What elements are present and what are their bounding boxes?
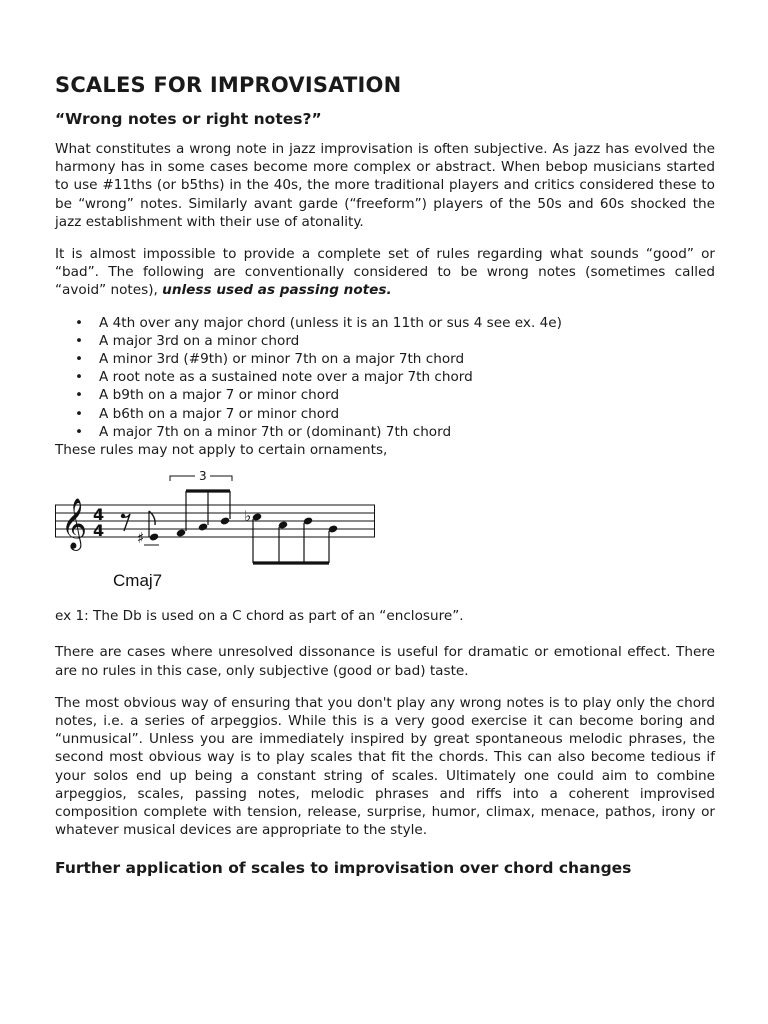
flat-accidental: ♭ — [244, 507, 252, 526]
document-page — [55, 70, 715, 879]
section-heading: Further application of scales to improvisation over chord changes — [55, 859, 632, 878]
list-item: • A major 7th on a minor 7th or (dominant) 7th chord — [75, 423, 715, 441]
four-note-group — [252, 513, 338, 564]
treble-clef-icon: 𝄞 — [61, 498, 88, 550]
arpeggio-paragraph: The most obvious way of ensuring that you don't play any wrong notes is to play only the chord notes, i.e. a series of arpeggios. While this is a very good exercise it can become boring and “unmusical”. Unless you are immediately inspired by great spontaneous melodic phrases, the second most obvious way is to play scales that fit the chords. This can also become tedious if your solos end up being a constant string of scales. Ultimately one could aim to combine arpeggios, scales, passing notes, melodic phrases and riffs into a coherent improvised composition complete with tension, release, surprise, humor, climax, menace, pathos, irony or whatever musical devices are appropriate to the style. — [55, 694, 715, 839]
list-item: • A root note as a sustained note over a major 7th chord — [75, 368, 715, 386]
example-caption: ex 1: The Db is used on a C chord as part of an “enclosure”. — [55, 608, 464, 625]
list-item: • A b9th on a major 7 or minor chord — [75, 386, 715, 404]
time-signature-bottom: 4 — [93, 521, 105, 541]
eighth-rest-icon — [121, 514, 130, 531]
music-score-example — [55, 467, 385, 597]
subtitle: “Wrong notes or right notes?” — [55, 110, 322, 128]
intro-paragraph: What constitutes a wrong note in jazz improvisation is often subjective. As jazz has evolved the harmony has in some cases become more complex or abstract. When bebop musicians started to use #11ths (or b5ths) in the 40s, the more traditional players and critics considered these to be “wrong” notes. Similarly avant garde (“freeform”) players of the 50s and 60s shocked the jazz establishment with their use of atonality. — [55, 141, 715, 230]
list-item: • A 4th over any major chord (unless it is an 11th or sus 4 see ex. 4e) — [75, 314, 715, 332]
sharp-accidental: ♯ — [137, 529, 145, 548]
dissonance-paragraph: There are cases where unresolved dissonance is useful for dramatic or emotional effect. There are no rules in this case, only subjective (good or bad) taste. — [55, 644, 715, 679]
list-item: • A major 3rd on a minor chord — [75, 332, 715, 350]
time-signature-top: 4 — [93, 505, 105, 525]
rules-list — [55, 314, 715, 441]
rules-intro-emphasis: unless used as passing notes. — [162, 282, 392, 299]
triplet-group — [176, 491, 230, 538]
chord-symbol: Cmaj7 — [113, 571, 163, 591]
rules-intro-paragraph — [55, 245, 715, 300]
list-item: • A b6th on a major 7 or minor chord — [75, 405, 715, 423]
triplet-label: 3 — [199, 469, 207, 484]
ornaments-note: These rules may not apply to certain ornaments, — [55, 442, 388, 459]
rules-intro-text: It is almost impossible to provide a complete set of rules regarding what sounds “good” or “bad”. The following are conventionally considered to be wrong notes (sometimes called “avoid” notes), — [55, 246, 715, 299]
list-item: • A minor 3rd (#9th) or minor 7th on a major 7th chord — [75, 350, 715, 368]
page-title: SCALES FOR IMPROVISATION — [55, 73, 402, 97]
note-c-sharp — [144, 511, 159, 545]
